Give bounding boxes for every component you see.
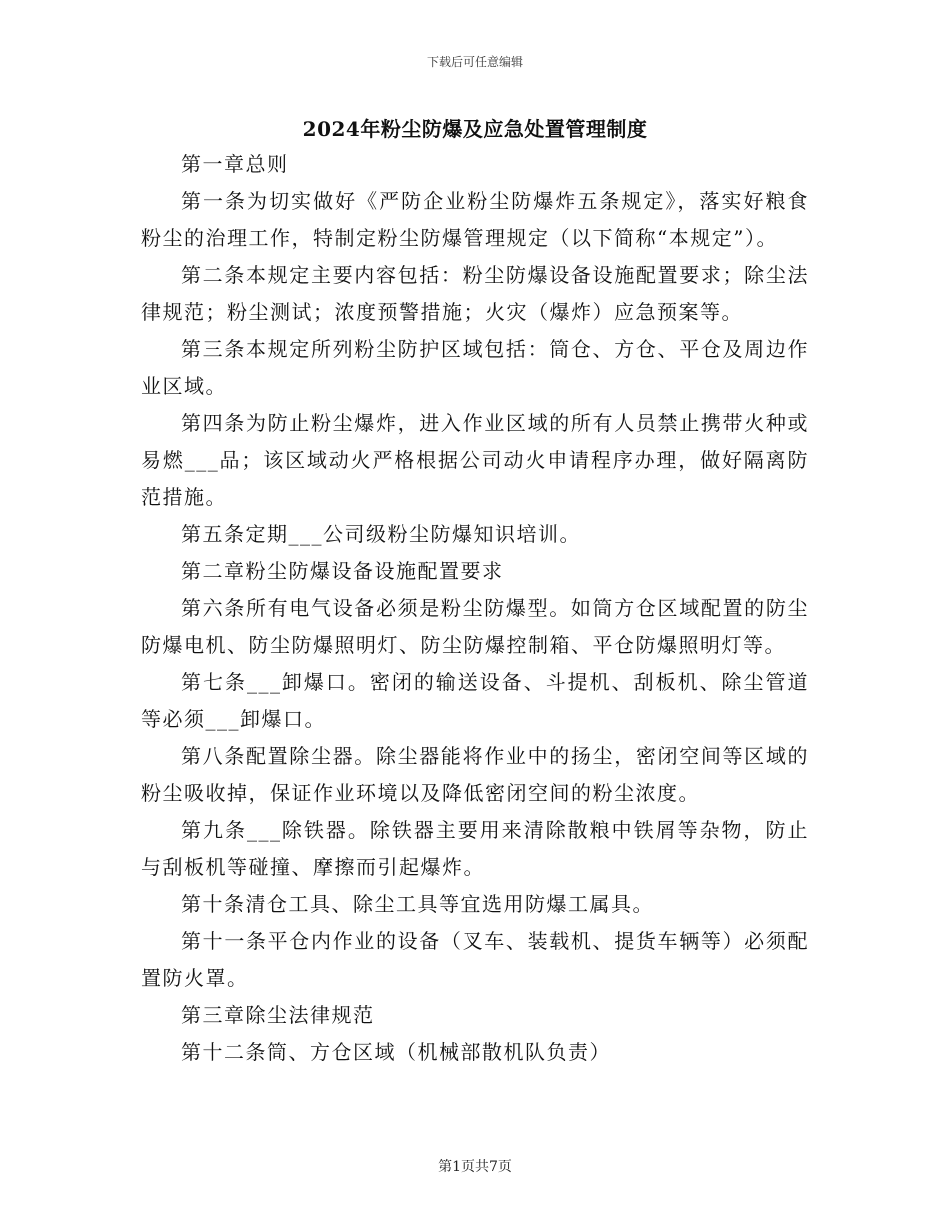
article-4: 第四条为防止粉尘爆炸，进入作业区域的所有人员禁止携带火种或易燃___品；该区域动火严格根据公司动火申请程序办理，做好隔离防范措施。 [141,411,809,509]
header-note: 下载后可任意编辑 [426,55,523,69]
article-5: 第五条定期___公司级粉尘防爆知识培训。 [181,522,581,546]
article-11: 第十一条平仓内作业的设备（叉车、装载机、提货车辆等）必须配置防火罩。 [141,929,809,990]
chapter-heading-2: 第二章粉尘防爆设备设施配置要求 [181,559,504,583]
document-title: 2024年粉尘防爆及应急处置管理制度 [302,117,648,141]
article-1: 第一条为切实做好《严防企业粉尘防爆炸五条规定》，落实好粮食粉尘的治理工作，特制定粉尘防爆管理规定（以下简称“本规定”）。 [141,189,809,250]
document-body [141,146,809,1071]
article-3: 第三条本规定所列粉尘防护区域包括：筒仓、方仓、平仓及周边作业区域。 [141,337,809,398]
article-10: 第十条清仓工具、除尘工具等宜选用防爆工属具。 [181,892,654,916]
chapter-heading-3: 第三章除尘法律规范 [181,1003,375,1027]
article-9: 第九条___除铁器。除铁器主要用来清除散粮中铁屑等杂物，防止与刮板机等碰撞、摩擦而引起爆炸。 [141,818,809,879]
article-7: 第七条___卸爆口。密闭的输送设备、斗提机、刮板机、除尘管道等必须___卸爆口。 [141,670,809,731]
article-8: 第八条配置除尘器。除尘器能将作业中的扬尘，密闭空间等区域的粉尘吸收掉，保证作业环境以及降低密闭空间的粉尘浓度。 [141,744,809,805]
article-6: 第六条所有电气设备必须是粉尘防爆型。如筒方仓区域配置的防尘防爆电机、防尘防爆照明灯、防尘防爆控制箱、平仓防爆照明灯等。 [141,596,809,657]
chapter-heading-1: 第一章总则 [181,152,289,176]
article-2: 第二条本规定主要内容包括：粉尘防爆设备设施配置要求；除尘法律规范；粉尘测试；浓度预警措施；火灾（爆炸）应急预案等。 [141,263,809,324]
article-12: 第十二条筒、方仓区域（机械部散机队负责） [181,1040,611,1064]
page-number: 第1页共7页 [438,1159,512,1175]
